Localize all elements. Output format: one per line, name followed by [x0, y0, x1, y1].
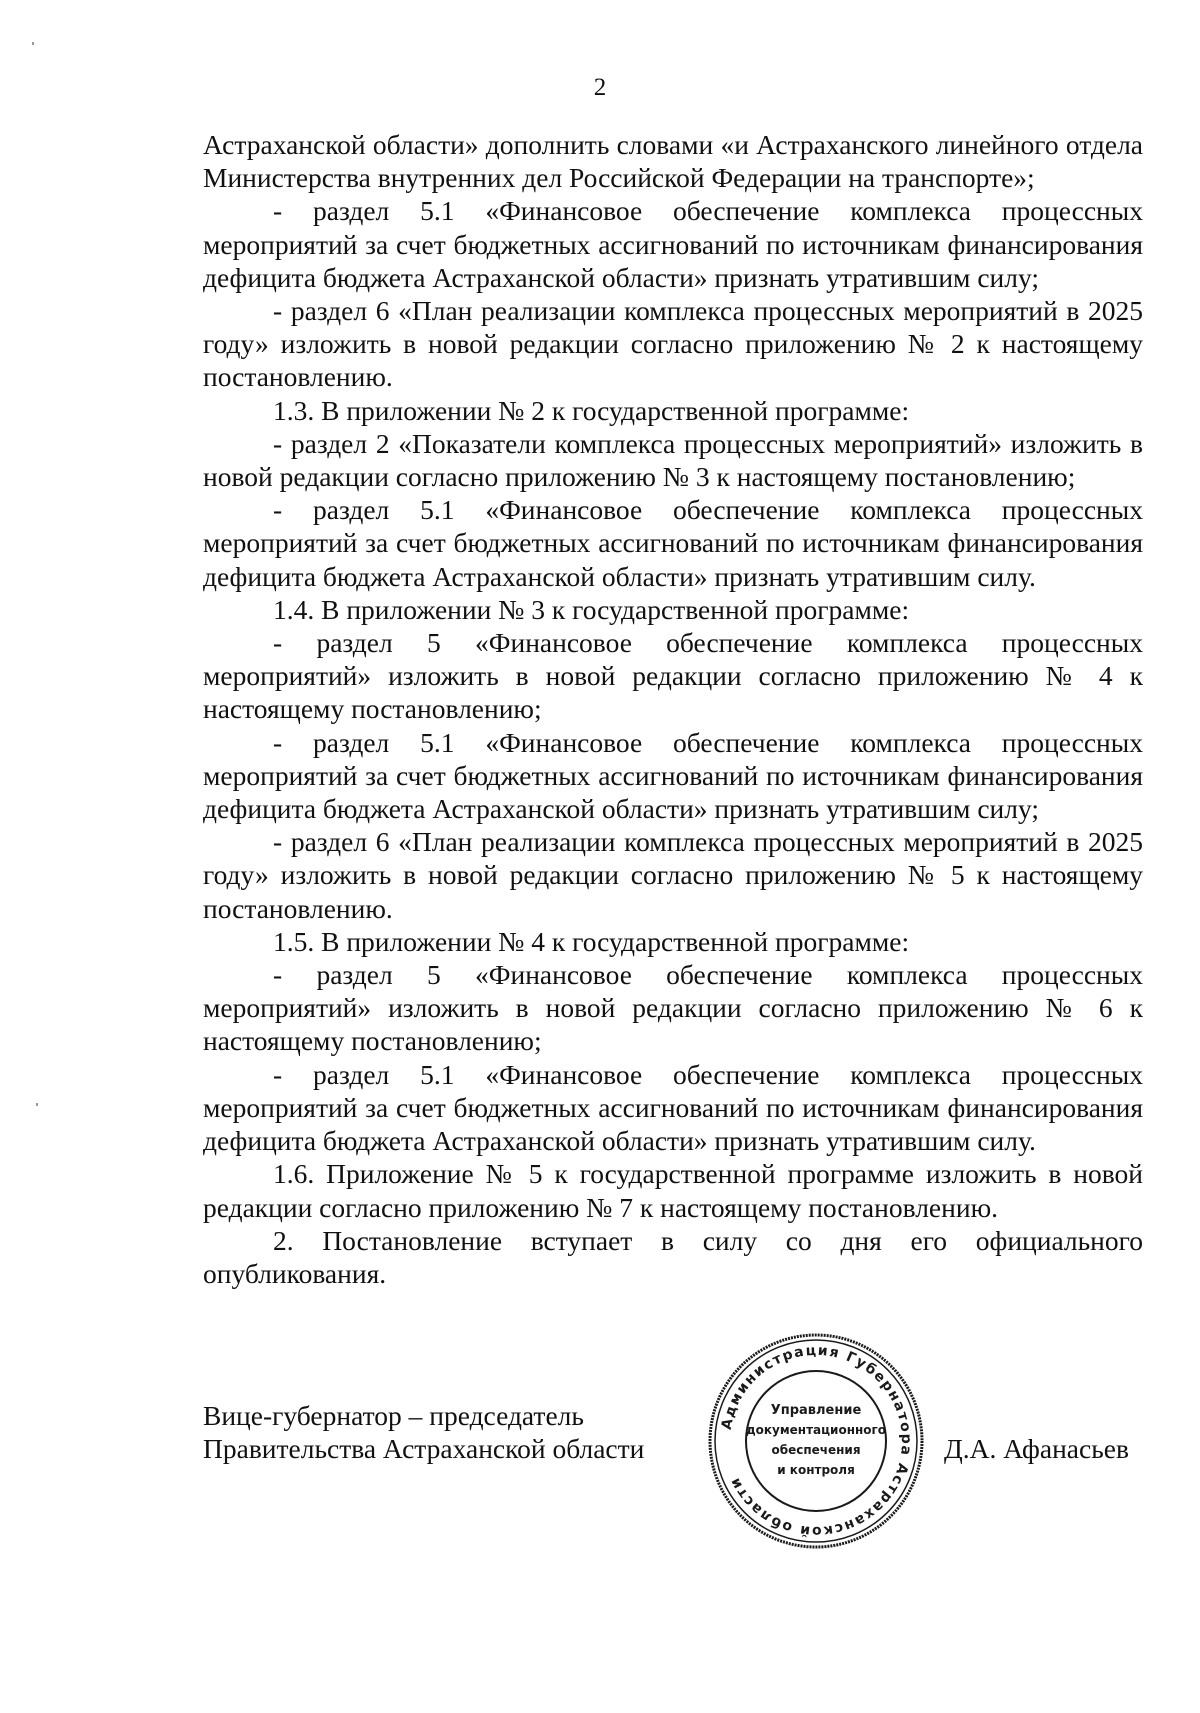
seal-center-line: обеспечения — [771, 1443, 861, 1457]
paragraph: - раздел 2 «Показатели комплекса процессных мероприятий» изложить в новой редакции согласно приложению № 3 к настоящему постановлению; — [203, 427, 1143, 493]
page-number: 2 — [593, 74, 607, 101]
paragraph: - раздел 5.1 «Финансовое обеспечение комплекса процессных мероприятий за счет бюджетных ассигнований по источникам финансирования дефицита бюджета Астраханской области» признать утратившим силу. — [203, 494, 1143, 592]
paragraph: - раздел 5.1 «Финансовое обеспечение комплекса процессных мероприятий за счет бюджетных ассигнований по источникам финансирования дефицита бюджета Астраханской области» признать утратившим силу. — [203, 1058, 1143, 1157]
seal-center-line: Управление — [770, 1403, 862, 1418]
paragraph: - раздел 5.1 «Финансовое обеспечение комплекса процессных мероприятий за счет бюджетных ассигнований по источникам финансирования дефицита бюджета Астраханской области» признать утратившим силу; — [203, 726, 1143, 825]
paragraph: 1.6. Приложение № 5 к государственной программе изложить в новой редакции согласно приложению № 7 к настоящему постановлению. — [203, 1158, 1143, 1223]
signatory-position-line: Правительства Астраханской области — [203, 1433, 645, 1464]
signatory-position-line: Вице-губернатор – председатель — [203, 1400, 584, 1431]
scan-speck — [36, 1103, 38, 1106]
paragraph: 1.5. В приложении № 4 к государственной программе: — [273, 925, 910, 957]
paragraph: - раздел 5 «Финансовое обеспечение комплекса процессных мероприятий» изложить в новой редакции согласно приложению № 6 к настоящему постановлению; — [203, 959, 1143, 1057]
signatory-name: Д.А. Афанасьев — [944, 1433, 1129, 1464]
scan-speck — [32, 42, 34, 45]
official-seal — [706, 1331, 926, 1551]
seal-ring-text-path: Администрация Губернатора Астраханской области — [718, 1342, 915, 1540]
seal-center-line: и контроля — [777, 1463, 855, 1477]
paragraph: 2. Постановление вступает в силу со дня его официального опубликования. — [203, 1224, 1143, 1289]
paragraph: - раздел 6 «План реализации комплекса процессных мероприятий в 2025 году» изложить в новой редакции согласно приложению № 5 к настоящему постановлению. — [203, 826, 1143, 924]
paragraph: - раздел 6 «План реализации комплекса процессных мероприятий в 2025 году» изложить в новой редакции согласно приложению № 2 к настоящему постановлению. — [203, 295, 1143, 393]
seal-inner-ring — [746, 1371, 886, 1511]
seal-ring-text — [719, 1343, 914, 1539]
paragraph: 1.3. В приложении № 2 к государственной программе: — [273, 394, 910, 426]
paragraph: - раздел 5.1 «Финансовое обеспечение комплекса процессных мероприятий за счет бюджетных ассигнований по источникам финансирования дефицита бюджета Астраханской области» признать утратившим силу; — [203, 195, 1143, 293]
paragraph: 1.4. В приложении № 3 к государственной программе: — [273, 593, 910, 625]
signatory-position — [203, 1399, 644, 1465]
paragraph: Астраханской области» дополнить словами «и Астраханского линейного отдела Министерства внутренних дел Российской Федерации на транспорте»; — [203, 129, 1143, 194]
seal-center-line: документационного — [745, 1423, 887, 1437]
paragraph: - раздел 5 «Финансовое обеспечение комплекса процессных мероприятий» изложить в новой редакции согласно приложению № 4 к настоящему постановлению; — [203, 627, 1143, 725]
seal-outer-ring — [710, 1335, 922, 1547]
document-body — [203, 128, 1143, 1290]
